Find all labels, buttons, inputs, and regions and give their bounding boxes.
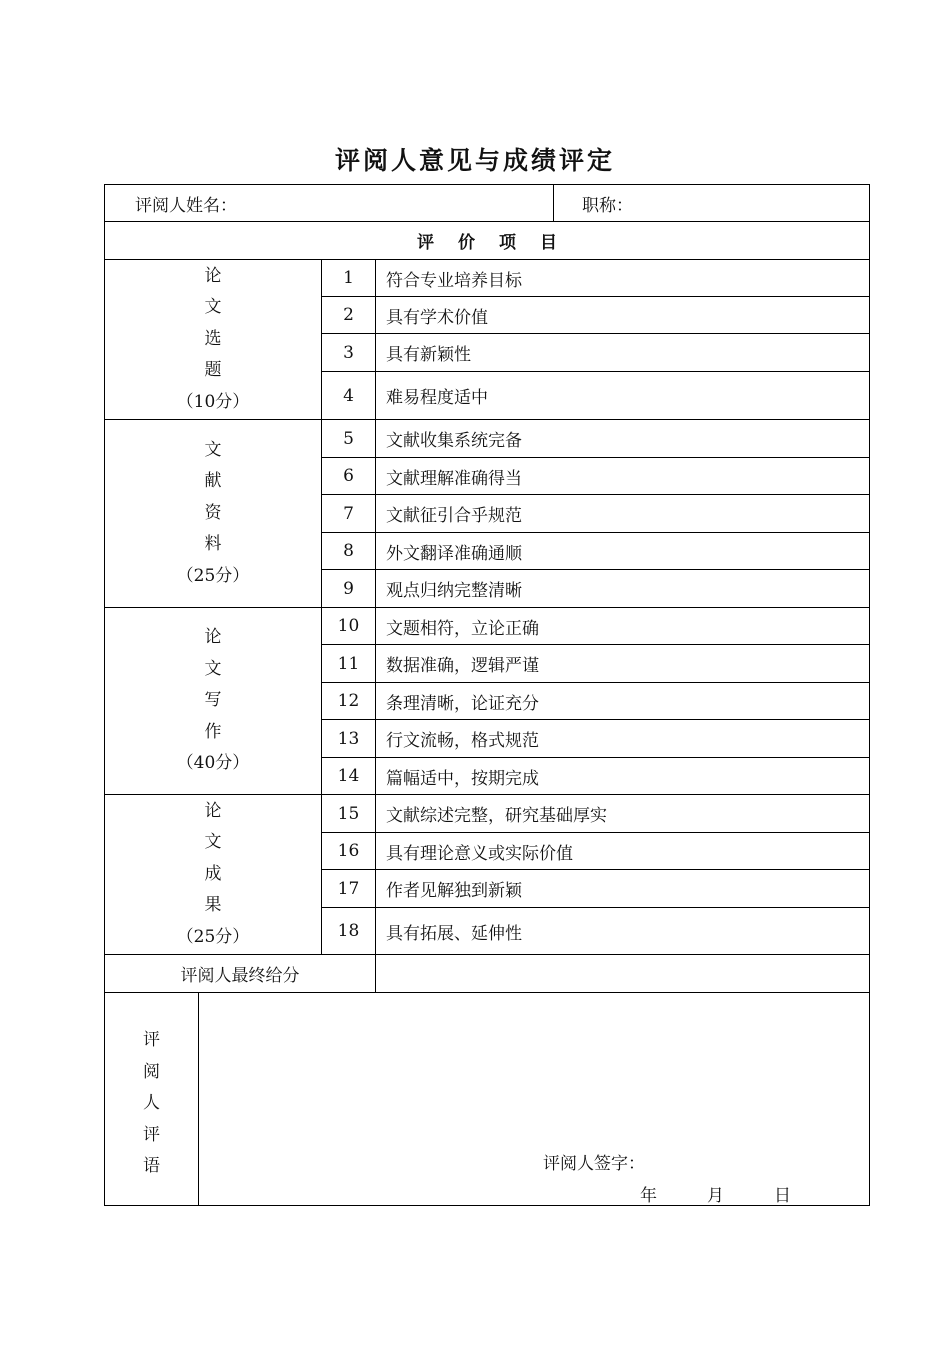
signature-label: 评阅人签字： <box>543 1154 645 1174</box>
item-text: 行文流畅，格式规范 <box>376 720 870 758</box>
item-text: 具有学术价值 <box>376 297 870 334</box>
item-text: 文献综述完整，研究基础厚实 <box>376 795 870 833</box>
item-number: 17 <box>322 870 376 908</box>
item-text: 观点归纳完整清晰 <box>376 570 870 608</box>
item-text: 文题相符，立论正确 <box>376 608 870 645</box>
item-text: 作者见解独到新颖 <box>376 870 870 908</box>
reviewer-name-label: 评阅人姓名： <box>135 195 237 216</box>
item-number: 1 <box>322 260 376 297</box>
item-text: 具有理论意义或实际价值 <box>376 833 870 870</box>
item-text: 具有新颖性 <box>376 334 870 372</box>
group-results-label: 论 文 成 果 （25分） <box>105 795 322 955</box>
comments-label: 评 阅 人 评 语 <box>105 993 199 1206</box>
final-score-field[interactable] <box>376 955 870 993</box>
page-title: 评阅人意见与成绩评定 <box>334 146 615 175</box>
item-number: 12 <box>322 683 376 720</box>
item-number: 11 <box>322 645 376 683</box>
item-number: 15 <box>322 795 376 833</box>
evaluation-table <box>104 184 870 1206</box>
group-literature-label: 文 献 资 料 （25分） <box>105 420 322 608</box>
item-number: 5 <box>322 420 376 458</box>
item-text: 符合专业培养目标 <box>376 260 870 297</box>
item-text: 难易程度适中 <box>376 372 870 420</box>
item-text: 数据准确，逻辑严谨 <box>376 645 870 683</box>
final-score-label: 评阅人最终给分 <box>105 955 376 993</box>
date-month-label: 月 <box>707 1186 724 1206</box>
group-writing-label: 论 文 写 作 （40分） <box>105 608 322 795</box>
item-number: 16 <box>322 833 376 870</box>
item-text: 篇幅适中，按期完成 <box>376 758 870 795</box>
item-text: 文献征引合乎规范 <box>376 495 870 533</box>
date-year-label: 年 <box>640 1186 657 1206</box>
item-number: 4 <box>322 372 376 420</box>
item-number: 14 <box>322 758 376 795</box>
title-rank-label: 职称： <box>582 195 633 216</box>
item-text: 文献收集系统完备 <box>376 420 870 458</box>
item-text: 外文翻译准确通顺 <box>376 533 870 570</box>
date-day-label: 日 <box>774 1186 791 1206</box>
item-text: 条理清晰，论证充分 <box>376 683 870 720</box>
item-number: 18 <box>322 908 376 955</box>
item-number: 9 <box>322 570 376 608</box>
evaluation-items-header: 评 价 项 目 <box>105 222 870 260</box>
item-number: 10 <box>322 608 376 645</box>
item-number: 2 <box>322 297 376 334</box>
item-text: 具有拓展、延伸性 <box>376 908 870 955</box>
item-number: 6 <box>322 458 376 495</box>
item-number: 7 <box>322 495 376 533</box>
item-number: 8 <box>322 533 376 570</box>
reviewer-name-field[interactable] <box>105 185 554 222</box>
item-number: 13 <box>322 720 376 758</box>
item-number: 3 <box>322 334 376 372</box>
comments-field[interactable] <box>199 993 870 1206</box>
item-text: 文献理解准确得当 <box>376 458 870 495</box>
title-rank-field[interactable] <box>554 185 870 222</box>
group-topic-label: 论 文 选 题 （10分） <box>105 260 322 420</box>
